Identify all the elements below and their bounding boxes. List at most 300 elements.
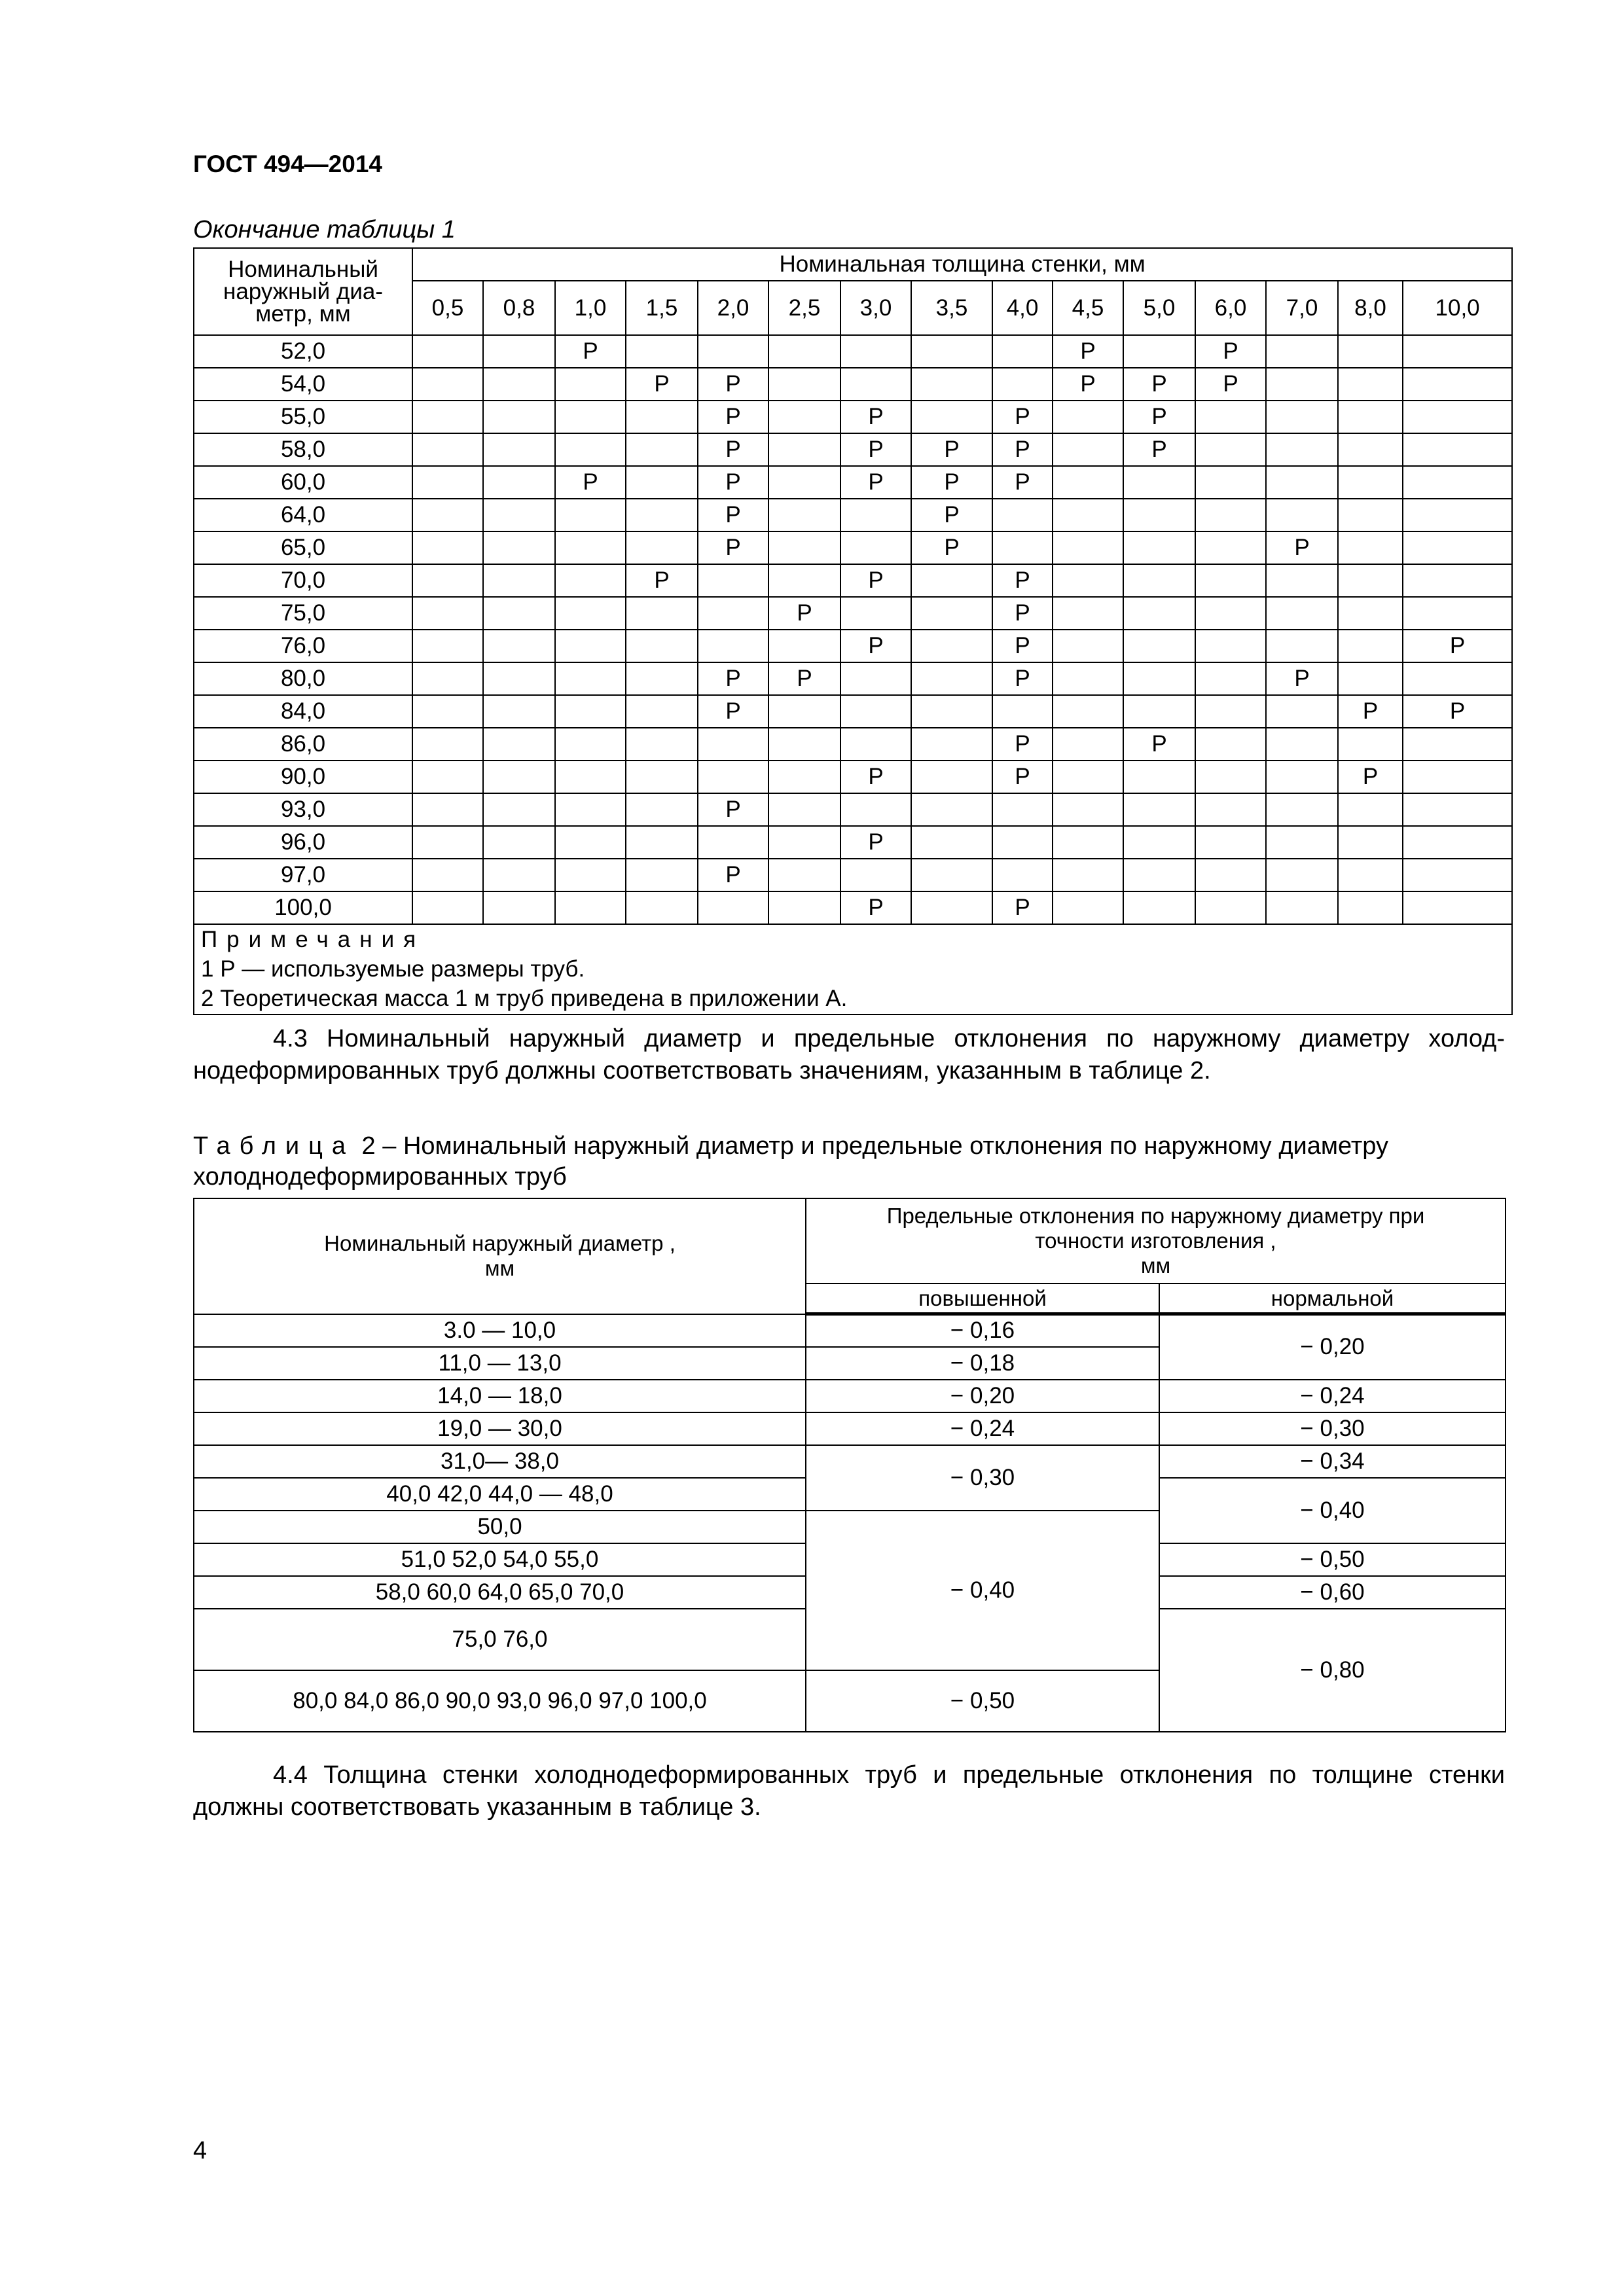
table2-row: 75,0 76,0 − 0,80: [194, 1609, 1506, 1670]
note-item: 2 Теоретическая масса 1 м труб приведена в приложении А.: [201, 986, 848, 1011]
table1-cell: [1195, 793, 1266, 826]
table1-cell: [768, 335, 840, 368]
table1-cell: [483, 728, 555, 761]
table1-thickness-9: 4,5: [1053, 281, 1123, 335]
table1-cell: [1053, 531, 1123, 564]
table1-cell: [1338, 728, 1403, 761]
table1-cell: [626, 662, 698, 695]
table1-cell: [698, 564, 768, 597]
table1-cell: [1123, 466, 1195, 499]
table1-cell: [840, 793, 911, 826]
table1-cell: [555, 564, 626, 597]
table1-cell: [483, 401, 555, 433]
table1-diameter-cell: 64,0: [194, 499, 412, 531]
table1-cell: [1338, 826, 1403, 859]
table2-row: 3.0 — 10,0 − 0,16 − 0,20: [194, 1314, 1506, 1347]
table1-cell: P: [1053, 335, 1123, 368]
table1-cell: [768, 793, 840, 826]
table1-cell: [768, 695, 840, 728]
table1-cell: [911, 630, 992, 662]
table1-cell: [1338, 597, 1403, 630]
table-row: [194, 630, 1512, 662]
table1-diameter-cell: 65,0: [194, 531, 412, 564]
table-row: [194, 335, 1512, 368]
table1-cell: [1053, 793, 1123, 826]
table1-cell: [555, 662, 626, 695]
table1-diameter-cell: 70,0: [194, 564, 412, 597]
table1-thickness-10: 5,0: [1123, 281, 1195, 335]
table1-diameter-cell: 97,0: [194, 859, 412, 891]
table1-cell: [992, 499, 1053, 531]
table1-cell: P: [698, 466, 768, 499]
table1-cell: [626, 401, 698, 433]
table1-cell: [1338, 531, 1403, 564]
table1-cell: [483, 826, 555, 859]
table1-cell: [1403, 891, 1512, 924]
table1-cell: [483, 564, 555, 597]
table1-cell: [626, 335, 698, 368]
table1-cell: [412, 826, 483, 859]
table1-cell: P: [992, 597, 1053, 630]
table1-cell: [698, 761, 768, 793]
note-item: 1 Р — используемые размеры труб.: [201, 956, 585, 982]
table1-cell: [911, 368, 992, 401]
table1-cell: [412, 531, 483, 564]
table1-cell: [1403, 499, 1512, 531]
table1-thickness-1: 0,8: [483, 281, 555, 335]
table1-cell: [768, 433, 840, 466]
table1-thickness-2: 1,0: [555, 281, 626, 335]
table1-cell: P: [1266, 531, 1338, 564]
table2-row: 58,0 60,0 64,0 65,0 70,0 − 0,60: [194, 1576, 1506, 1609]
table1-cell: [911, 761, 992, 793]
table1-cell: [412, 466, 483, 499]
table1-cell: P: [1123, 368, 1195, 401]
table1-cell: P: [1403, 695, 1512, 728]
table1-cell: [768, 728, 840, 761]
table1-cell: [992, 859, 1053, 891]
table1-cell: [1195, 695, 1266, 728]
table-row: [194, 564, 1512, 597]
table1-cell: [1403, 793, 1512, 826]
table1-cell: [626, 597, 698, 630]
table1-cell: [911, 564, 992, 597]
table1-cell: [483, 630, 555, 662]
table1-cell: P: [1266, 662, 1338, 695]
table1-cell: P: [698, 531, 768, 564]
table1-cell: [1266, 564, 1338, 597]
table1-diameter-cell: 90,0: [194, 761, 412, 793]
table1-cell: [1123, 761, 1195, 793]
table1-cell: P: [698, 401, 768, 433]
table1-cell: [911, 662, 992, 695]
table1-cell: [1338, 335, 1403, 368]
table1-cell: [911, 401, 992, 433]
table1-cell: P: [626, 564, 698, 597]
table1-cell: [1266, 695, 1338, 728]
table1-cell: [1123, 891, 1195, 924]
table1-cell: P: [698, 695, 768, 728]
table1-cell: P: [1338, 761, 1403, 793]
table1-cell: [412, 761, 483, 793]
table1-caption: Окончание таблицы 1: [193, 216, 456, 243]
table1-cell: P: [992, 891, 1053, 924]
table1-cell: [840, 335, 911, 368]
table1-diameter-cell: 58,0: [194, 433, 412, 466]
table1-cell: [1266, 630, 1338, 662]
table-row: [194, 695, 1512, 728]
table2-row: 31,0— 38,0 − 0,30 − 0,34: [194, 1445, 1506, 1478]
table2-increased-header: повышенной: [806, 1283, 1159, 1314]
table1-cell: P: [992, 728, 1053, 761]
table1-cell: P: [1123, 401, 1195, 433]
table1-cell: [1266, 826, 1338, 859]
table1-cell: [1123, 335, 1195, 368]
table1-cell: [768, 859, 840, 891]
table1-cell: [412, 891, 483, 924]
table1-diameter-cell: 96,0: [194, 826, 412, 859]
table1-cell: [1123, 564, 1195, 597]
table1-cell: [555, 891, 626, 924]
table1-cell: [1403, 401, 1512, 433]
table1-cell: [1123, 793, 1195, 826]
table1-diameter-header: Номинальный наружный диа- метр, мм: [194, 248, 412, 335]
table2-normal-header: нормальной: [1159, 1283, 1506, 1314]
table1-cell: [1403, 859, 1512, 891]
table1-cell: P: [992, 433, 1053, 466]
table2: [193, 1198, 1506, 1732]
table1-cell: [412, 793, 483, 826]
table1-cell: [412, 597, 483, 630]
table-row: [194, 401, 1512, 433]
table1-cell: [840, 597, 911, 630]
table1-cell: [483, 662, 555, 695]
table1-cell: [1403, 728, 1512, 761]
table1-cell: [1053, 499, 1123, 531]
table1-cell: [412, 499, 483, 531]
table1-cell: [1053, 826, 1123, 859]
table1-cell: [1403, 662, 1512, 695]
table1-cell: P: [555, 335, 626, 368]
table1-cell: [768, 368, 840, 401]
table1-cell: P: [840, 401, 911, 433]
table1-cell: [840, 695, 911, 728]
table1-cell: [911, 793, 992, 826]
table1-cell: [1338, 891, 1403, 924]
table-row: [194, 793, 1512, 826]
table1-cell: [483, 433, 555, 466]
table1-cell: P: [1053, 368, 1123, 401]
table1-cell: [1053, 728, 1123, 761]
table1-cell: [1195, 826, 1266, 859]
table-row: [194, 891, 1512, 924]
table1-cell: [1053, 433, 1123, 466]
table1-cell: [555, 433, 626, 466]
table1-cell: [483, 761, 555, 793]
table1-cell: [1266, 859, 1338, 891]
table1-thickness-14: 10,0: [1403, 281, 1512, 335]
table1-diameter-cell: 76,0: [194, 630, 412, 662]
table1-cell: [992, 826, 1053, 859]
table1-cell: [412, 368, 483, 401]
table1-cell: [1266, 891, 1338, 924]
table1-cell: [412, 859, 483, 891]
table1-cell: [555, 368, 626, 401]
table1-cell: [911, 695, 992, 728]
table1-cell: [1266, 793, 1338, 826]
table1-cell: [626, 695, 698, 728]
table1-cell: [626, 499, 698, 531]
table1-cell: [1195, 499, 1266, 531]
table1-cell: [626, 433, 698, 466]
table1-cell: P: [911, 531, 992, 564]
table1-cell: [911, 826, 992, 859]
table1-cell: P: [1195, 368, 1266, 401]
table1-cell: [768, 531, 840, 564]
table1-cell: [1266, 368, 1338, 401]
table1-cell: [1338, 433, 1403, 466]
table1-cell: [483, 466, 555, 499]
table1-cell: [1403, 466, 1512, 499]
table1-cell: P: [992, 564, 1053, 597]
table1-cell: [1123, 695, 1195, 728]
table1-diameter-cell: 80,0: [194, 662, 412, 695]
table1-thickness-6: 3,0: [840, 281, 911, 335]
table1-notes-row: [194, 924, 1512, 1014]
table1-cell: P: [911, 433, 992, 466]
table1-cell: [1053, 891, 1123, 924]
paragraph-4-3: 4.3 Номинальный наружный диаметр и предельные отклонения по наружному диаметру холод-нодеформированных труб должны соответствовать значениям, указанным в таблице 2.: [193, 1025, 1505, 1085]
table1-cell: [1053, 662, 1123, 695]
table1-cell: [1053, 761, 1123, 793]
table1-cell: [698, 597, 768, 630]
table1-cell: [1123, 662, 1195, 695]
table1-cell: P: [840, 761, 911, 793]
table2-row: 19,0 — 30,0 − 0,24 − 0,30: [194, 1412, 1506, 1445]
table1-cell: [1195, 433, 1266, 466]
table1-cell: [698, 335, 768, 368]
table1-thickness-3: 1,5: [626, 281, 698, 335]
table1-cell: P: [911, 466, 992, 499]
table1-cell: P: [698, 859, 768, 891]
table1-cell: [483, 597, 555, 630]
table1-cell: P: [840, 564, 911, 597]
table1-cell: [1195, 564, 1266, 597]
table1-cell: [483, 499, 555, 531]
table1-cell: P: [1403, 630, 1512, 662]
table1-cell: [555, 695, 626, 728]
table1-cell: [555, 597, 626, 630]
table1-cell: P: [840, 826, 911, 859]
table1-cell: P: [698, 433, 768, 466]
table1-cell: [1195, 662, 1266, 695]
table1-cell: [1338, 662, 1403, 695]
table1-cell: [1338, 793, 1403, 826]
table-row: [194, 499, 1512, 531]
table1-cell: [698, 891, 768, 924]
table1-cell: [768, 630, 840, 662]
table1-cell: [555, 499, 626, 531]
table1-cell: [1195, 761, 1266, 793]
table1-cell: [626, 761, 698, 793]
table1-cell: P: [840, 466, 911, 499]
table1-cell: [483, 891, 555, 924]
table1-cell: P: [992, 761, 1053, 793]
table1-cell: [1195, 728, 1266, 761]
table1-cell: [483, 531, 555, 564]
table2-row: 14,0 — 18,0 − 0,20 − 0,24: [194, 1380, 1506, 1412]
table1-cell: [412, 335, 483, 368]
notes-title: Примечания: [201, 927, 425, 952]
table1-cell: P: [840, 630, 911, 662]
table1-cell: P: [1123, 433, 1195, 466]
table1-cell: P: [768, 662, 840, 695]
table1: [193, 247, 1513, 1015]
table-row: [194, 728, 1512, 761]
table1-cell: [1123, 499, 1195, 531]
table1-cell: [1403, 761, 1512, 793]
table1-thickness-11: 6,0: [1195, 281, 1266, 335]
table1-cell: [992, 335, 1053, 368]
table1-cell: [555, 728, 626, 761]
table1-notes: [194, 924, 1512, 1014]
table1-cell: [483, 695, 555, 728]
table1-cell: [1123, 826, 1195, 859]
table1-cell: [768, 499, 840, 531]
table1-cell: P: [840, 433, 911, 466]
table1-cell: [840, 368, 911, 401]
table1-cell: [1403, 597, 1512, 630]
table1-cell: [1338, 630, 1403, 662]
table-row: [194, 662, 1512, 695]
table1-thickness-4: 2,0: [698, 281, 768, 335]
table1-cell: [412, 695, 483, 728]
table1-cell: [1195, 859, 1266, 891]
table1-cell: [1403, 531, 1512, 564]
table-row: [194, 433, 1512, 466]
table1-cell: [483, 335, 555, 368]
table1-cell: [1266, 761, 1338, 793]
table1-header-row: [194, 248, 1512, 281]
table1-cell: [1053, 630, 1123, 662]
table2-row: 50,0 − 0,40: [194, 1511, 1506, 1543]
table1-cell: [911, 597, 992, 630]
table1-cell: [1266, 466, 1338, 499]
page-number: 4: [193, 2137, 208, 2164]
table1-cell: [840, 499, 911, 531]
table1-cell: [555, 401, 626, 433]
table1-cell: [1403, 826, 1512, 859]
table1-cell: [1195, 466, 1266, 499]
table1-thickness-7: 3,5: [911, 281, 992, 335]
table-row: [194, 761, 1512, 793]
table1-cell: P: [1195, 335, 1266, 368]
table1-cell: P: [555, 466, 626, 499]
table1-cell: P: [840, 891, 911, 924]
table1-cell: P: [992, 630, 1053, 662]
table1-cell: [555, 761, 626, 793]
table1-cell: P: [992, 466, 1053, 499]
table1-cell: P: [698, 368, 768, 401]
table1-cell: P: [698, 499, 768, 531]
table1-cell: [1338, 466, 1403, 499]
table1-diameter-cell: 100,0: [194, 891, 412, 924]
table-row: [194, 859, 1512, 891]
table1-cell: [992, 695, 1053, 728]
table1-cell: [412, 728, 483, 761]
table1-cell: [1053, 695, 1123, 728]
table1-cell: [698, 728, 768, 761]
table1-cell: [1195, 630, 1266, 662]
table1-thickness-0: 0,5: [412, 281, 483, 335]
table1-cell: [1403, 368, 1512, 401]
table1-cell: [626, 826, 698, 859]
table1-cell: [1266, 401, 1338, 433]
table1-cell: [911, 891, 992, 924]
table1-cell: [1338, 564, 1403, 597]
table1-cell: [840, 662, 911, 695]
table1-cell: P: [992, 401, 1053, 433]
table1-thickness-5: 2,5: [768, 281, 840, 335]
table-row: [194, 368, 1512, 401]
table1-cell: P: [911, 499, 992, 531]
table1-cell: [1053, 401, 1123, 433]
table1-cell: [992, 793, 1053, 826]
table1-cell: [992, 531, 1053, 564]
table1-diameter-cell: 55,0: [194, 401, 412, 433]
table1-cell: [555, 826, 626, 859]
table1-thickness-8: 4,0: [992, 281, 1053, 335]
table1-cell: P: [1338, 695, 1403, 728]
table1-thickness-header: Номинальная толщина стенки, мм: [412, 248, 1512, 281]
table1-diameter-cell: 86,0: [194, 728, 412, 761]
table1-cell: [768, 564, 840, 597]
table1-cell: [1338, 401, 1403, 433]
table1-cell: [555, 531, 626, 564]
table1-cell: [483, 793, 555, 826]
table1-cell: [1195, 597, 1266, 630]
table1-cell: [555, 859, 626, 891]
table1-cell: [1053, 859, 1123, 891]
table1-diameter-cell: 84,0: [194, 695, 412, 728]
table1-diameter-cell: 54,0: [194, 368, 412, 401]
table1-cell: [911, 859, 992, 891]
table2-row: 80,0 84,0 86,0 90,0 93,0 96,0 97,0 100,0 − 0,50: [194, 1670, 1506, 1732]
table-row: [194, 466, 1512, 499]
table1-cell: [555, 630, 626, 662]
table1-cell: [840, 859, 911, 891]
table2-deviation-header: Предельные отклонения по наружному диаметру при точности изготовления , мм: [806, 1198, 1506, 1283]
table1-cell: [1195, 531, 1266, 564]
table1-cell: [1338, 368, 1403, 401]
table1-cell: [768, 466, 840, 499]
table1-cell: [768, 761, 840, 793]
table1-cell: P: [698, 793, 768, 826]
table2-diameter-header: Номинальный наружный диаметр , мм: [194, 1198, 806, 1314]
table2-row: 11,0 — 13,0 − 0,18: [194, 1347, 1506, 1380]
table1-cell: [412, 564, 483, 597]
table1-cell: [1266, 597, 1338, 630]
table1-cell: [1123, 531, 1195, 564]
table2-caption: Таблица 2 – Номинальный наружный диаметр и предельные отклонения по наружному диаметру холоднодеформированных труб: [193, 1132, 1388, 1191]
table1-cell: [626, 630, 698, 662]
table1-cell: [1195, 891, 1266, 924]
table1-cell: [483, 859, 555, 891]
table1-cell: [1053, 466, 1123, 499]
paragraph-4-4: 4.4 Толщина стенки холоднодеформированных труб и предельные отклонения по толщине стенки должны соответствовать указанным в таблице 3.: [193, 1761, 1505, 1821]
table2-row: 51,0 52,0 54,0 55,0 − 0,50: [194, 1543, 1506, 1576]
table1-cell: [1053, 564, 1123, 597]
